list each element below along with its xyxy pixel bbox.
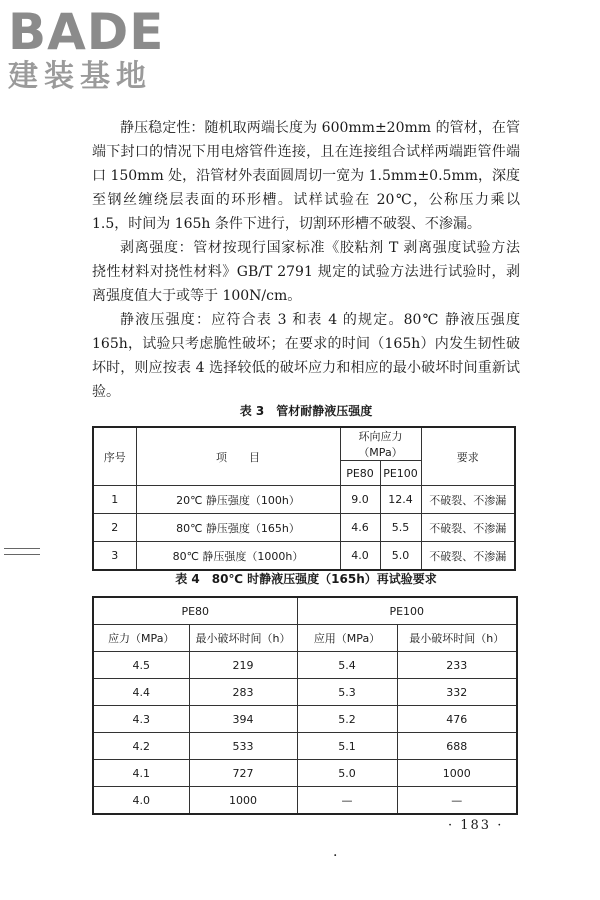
table3-cell-item: 20℃ 静压强度（100h） [136,486,340,514]
table4-header-row [93,625,517,652]
table-row [93,514,515,542]
table4-cell: 4.4 [93,679,189,706]
margin-marker [4,548,40,555]
table4-cell: 4.3 [93,706,189,733]
logo [8,3,165,94]
paragraph-peel-strength: 剥离强度：管材按现行国家标准《胶粘剂 T 剥离强度试验方法 挠性材料对挠性材料》GB/T 2791 规定的试验方法进行试验时，剥离强度值大于或等于 100N/cm。 [92,240,534,304]
table3-cell-pe100: 12.4 [380,486,421,514]
table4-cell: 5.0 [297,760,397,787]
table3-header-stress: 环向应力（MPa） [340,427,421,461]
table4-cell: 394 [189,706,297,733]
table3-cell-pe80: 9.0 [340,486,380,514]
table4-caption: 表 4 80℃ 时静液压强度（165h）再试验要求 [175,572,437,586]
table4-cell: 1000 [397,760,517,787]
table-row [93,486,515,514]
table-row [93,652,517,679]
table4-header-stress-pe80: 应力（MPa） [93,625,189,652]
table4-cell: — [297,787,397,815]
table4-cell: 5.3 [297,679,397,706]
table4-cell: 4.2 [93,733,189,760]
paragraph-hydrostatic-stability: 静压稳定性：随机取两端长度为 600mm±20mm 的管材，在管端下封口的情况下用电熔管件连接，且在连接组合试样两端距管件端口 150mm 处，沿管材外表面圆周切一宽为 1.5mm±0.5mm，深度至钢丝缠绕层表面的环形槽。试样试验在 20℃，公称压力乘以 1.5，时间为 165h 条件下进行，切割环形槽不破裂、不渗漏。 [92,120,520,232]
table3-header-row [93,427,515,461]
table-row [93,679,517,706]
table3-header-item: 项 目 [136,427,340,486]
table4-cell: 5.1 [297,733,397,760]
table4-cell: — [397,787,517,815]
table4-cell: 233 [397,652,517,679]
paragraph-hydrostatic-strength: 静液压强度：应符合表 3 和表 4 的规定。80℃ 静液压强度 165h，试验只考虑脆性破坏；在要求的时间（165h）内发生韧性破坏时，则应按表 4 选择较低的破坏应力和相应的最小破坏时间重新试验。 [92,312,520,400]
table4-cell: 4.0 [93,787,189,815]
table-row [93,542,515,571]
table3-cell-requirement: 不破裂、不渗漏 [421,486,515,514]
table-row [93,706,517,733]
table4-cell: 332 [397,679,517,706]
table3-cell-pe80: 4.0 [340,542,380,571]
table4-cell: 5.2 [297,706,397,733]
table4-cell: 533 [189,733,297,760]
table4-header-time-pe80: 最小破坏时间（h） [189,625,297,652]
table4-cell: 1000 [189,787,297,815]
table4-cell: 219 [189,652,297,679]
table4-group-pe100: PE100 [297,597,517,625]
table3-cell-no: 3 [93,542,136,571]
table4-header-time-pe100: 最小破坏时间（h） [397,625,517,652]
page-number: · 183 · [448,818,504,833]
table4-cell: 4.1 [93,760,189,787]
table4-group-pe80: PE80 [93,597,297,625]
table3-cell-no: 2 [93,514,136,542]
table3-cell-item: 80℃ 静压强度（1000h） [136,542,340,571]
table4-header-stress-pe100: 应用（MPa） [297,625,397,652]
table3-cell-pe100: 5.5 [380,514,421,542]
footer-mark: · [333,848,338,864]
table3-header-pe100: PE100 [380,461,421,486]
table3-cell-requirement: 不破裂、不渗漏 [421,542,515,571]
table3-caption: 表 3 管材耐静液压强度 [239,404,373,418]
table-row [93,760,517,787]
table3-cell-pe80: 4.6 [340,514,380,542]
table3 [92,426,516,571]
table4-cell: 688 [397,733,517,760]
table4 [92,596,518,815]
table3-cell-pe100: 5.0 [380,542,421,571]
table4-cell: 476 [397,706,517,733]
table3-cell-no: 1 [93,486,136,514]
logo-chinese-text: 建装基地 [8,59,152,94]
table4-group-row [93,597,517,625]
table3-header-requirement: 要求 [421,427,515,486]
table4-cell: 283 [189,679,297,706]
table3-cell-requirement: 不破裂、不渗漏 [421,514,515,542]
logo-wordmark: BADE [8,3,165,61]
table3-cell-item: 80℃ 静压强度（165h） [136,514,340,542]
table4-cell: 5.4 [297,652,397,679]
table3-header-pe80: PE80 [340,461,380,486]
table3-header-no: 序号 [93,427,136,486]
table4-cell: 727 [189,760,297,787]
table4-cell: 4.5 [93,652,189,679]
table-row [93,733,517,760]
table-row [93,787,517,815]
